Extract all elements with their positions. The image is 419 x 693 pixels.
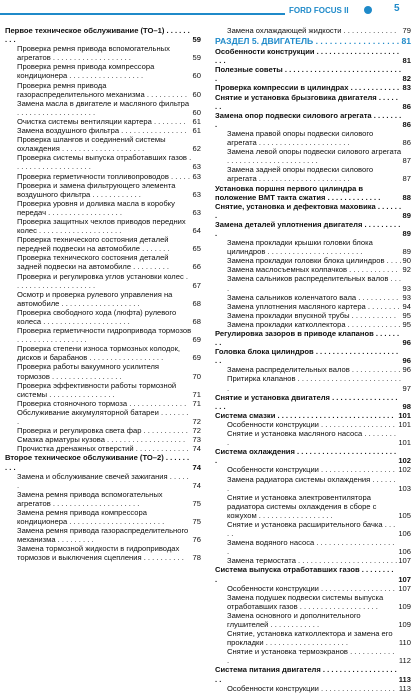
toc-page-number: 102 bbox=[398, 456, 411, 466]
toc-entry-title: Замена сальников коленчатого вала . . . . . . . . . . bbox=[227, 292, 399, 302]
toc-entry-title: Система смазки . . . . . . . . . . . . . . . . . . . . . . . . . . . . bbox=[215, 410, 394, 420]
toc-entry-title: Проверка и регулировка света фар . . . . . . . . . . . bbox=[17, 426, 188, 436]
toc-entry-title: Система питания двигателя . . . . . . . . . . . . . . . . . . . . bbox=[215, 665, 397, 684]
toc-page-number: 59 bbox=[192, 53, 201, 63]
toc-entry-sub bbox=[215, 420, 411, 429]
toc-entry-title: Проверка защитных чехлов приводов передних колес . . . . . . . . . . . . . . . . . . . . bbox=[17, 216, 186, 236]
toc-page-number: 83 bbox=[402, 83, 411, 93]
toc-entry-sub bbox=[215, 320, 411, 329]
toc-entry-sub bbox=[215, 302, 411, 311]
toc-page-number: 101 bbox=[398, 410, 411, 420]
toc-page-number: 75 bbox=[192, 517, 201, 527]
toc-entry-title: Очистка системы вентиляции картера . . . . . . . . bbox=[17, 116, 186, 126]
toc-entry-title: Замена распределительных валов . . . . . . . . . . . . bbox=[227, 365, 401, 375]
toc-page-number: 67 bbox=[192, 280, 201, 290]
toc-page-number: 109 bbox=[398, 601, 411, 611]
toc-page-number: 71 bbox=[192, 389, 201, 399]
toc-entry-title: Особенности конструкции . . . . . . . . . . . . . . . . . . bbox=[227, 419, 395, 429]
toc-page-number: 60 bbox=[192, 71, 201, 81]
toc-entry-title: Особенности конструкции . . . . . . . . . . . . . . . . . . bbox=[227, 583, 395, 593]
toc-page-number: 107 bbox=[398, 583, 411, 593]
toc-entry-main bbox=[215, 65, 411, 83]
toc-entry-title: Замена задней опоры подвески силового агрегата . . . . . . . . . . . . . . . . . . . . . . bbox=[227, 165, 374, 184]
toc-entry-sub bbox=[215, 256, 411, 265]
toc-entry-sub bbox=[215, 274, 411, 292]
header-rule bbox=[0, 13, 285, 15]
toc-entry-title: Регулировка зазоров в приводе клапанов . . . . . . . . bbox=[215, 329, 400, 348]
toc-entry-sub bbox=[215, 429, 411, 447]
toc-entry-title: Проверка степени износа тормозных колодок, дисков и барабанов . . . . . . . . . . . . . . . . . . bbox=[17, 344, 181, 363]
toc-entry-title: Осмотр и проверка рулевого управления на автомобиле . . . . . . . . . . . . . . . . . . . bbox=[17, 289, 173, 308]
toc-entry-main bbox=[215, 393, 411, 411]
toc-page-number: 110 bbox=[398, 638, 411, 648]
toc-entry-title: Замена прокладки катколлектора . . . . . . . . . . . . . bbox=[227, 319, 401, 329]
toc-page-number: 89 bbox=[402, 228, 411, 238]
toc-entry-sub bbox=[215, 165, 411, 183]
toc-entry-sub bbox=[5, 344, 201, 362]
toc-entry-sub bbox=[215, 475, 411, 493]
toc-page-number: 86 bbox=[402, 101, 411, 111]
toc-entry-main bbox=[215, 447, 411, 465]
toc-entry-title: Проверка технического состояния деталей задней подвески на автомобиле . . . . . . . . . bbox=[17, 253, 170, 272]
toc-entry-sub bbox=[5, 253, 201, 271]
toc-page-number: 106 bbox=[398, 529, 411, 539]
toc-page-number: 94 bbox=[402, 301, 411, 311]
toc-entry-title: Замена водяного насоса . . . . . . . . . . . . . . . . . . . . bbox=[227, 538, 395, 557]
toc-entry-title: Замена охлаждающей жидкости . . . . . . . . . . . . . bbox=[227, 26, 397, 35]
toc-page-number: 61 bbox=[192, 116, 201, 126]
toc-entry-sub bbox=[5, 217, 201, 235]
toc-section-heading bbox=[215, 36, 411, 47]
toc-entry-main bbox=[215, 565, 411, 583]
toc-page-number: 64 bbox=[192, 226, 201, 236]
toc-entry-sub bbox=[5, 508, 201, 526]
toc-entry-title: Замена воздушного фильтра . . . . . . . . . . . . . . . . bbox=[17, 126, 187, 136]
toc-page-number: 87 bbox=[402, 174, 411, 184]
toc-entry-sub bbox=[5, 62, 201, 80]
toc-entry-title: Замена правой опоры подвески силового агрегата . . . . . . . . . . . . . . . . . . . . . . bbox=[227, 128, 374, 148]
toc-entry-title: Проверка ремня привода компрессора кондиционера . . . . . . . . . . . . . . . . . . bbox=[17, 62, 155, 81]
toc-entry-title: Притирка клапанов . . . . . . . . . . . . . . . . . . . . . . . . . . bbox=[227, 374, 402, 393]
toc-page-number: 62 bbox=[192, 144, 201, 154]
toc-entry-sub bbox=[5, 272, 201, 290]
toc-page-number: 112 bbox=[398, 656, 411, 666]
toc-page-number: 60 bbox=[192, 89, 201, 99]
toc-page-number: 68 bbox=[192, 317, 201, 326]
toc-entry-title: РАЗДЕЛ 5. ДВИГАТЕЛЬ . . . . . . . . . . . . . . . . . . bbox=[215, 36, 400, 47]
toc-page-number: 60 bbox=[192, 107, 201, 117]
toc-entry-title: Замена прокладки головки блока цилиндров . . . . bbox=[227, 256, 402, 266]
toc-page-number: 95 bbox=[402, 310, 411, 320]
toc-page-number: 73 bbox=[192, 435, 201, 445]
toc-right-column bbox=[215, 26, 411, 693]
toc-entry-sub bbox=[215, 538, 411, 556]
toc-entry-title: Замена левой опоры подвески силового агрегата . . . . . . . . . . . . . . . . . . . . . . bbox=[227, 147, 402, 166]
toc-entry-title: Прочистка дренажных отверстий . . . . . . . . . . . . . bbox=[17, 444, 189, 454]
toc-page-number: 97 bbox=[402, 383, 411, 393]
toc-entry-title: Особенности конструкции . . . . . . . . . . . . . . . . . . bbox=[227, 683, 395, 693]
toc-entry-main bbox=[215, 347, 411, 365]
toc-entry-title: Проверка стояночного тормоза . . . . . . . . . . . . . . bbox=[17, 398, 187, 408]
toc-entry-main bbox=[215, 83, 411, 92]
toc-entry-title: Замена и обслуживание свечей зажигания . . . . . . bbox=[17, 471, 189, 490]
toc-page-number: 63 bbox=[192, 171, 201, 181]
toc-page-number: 63 bbox=[192, 162, 201, 172]
toc-entry-title: Установка поршня первого цилиндра в положение ВМТ такта сжатия . . . . . . . . . . . . . bbox=[215, 183, 381, 202]
toc-entry-sub bbox=[215, 265, 411, 274]
toc-entry-sub bbox=[5, 326, 201, 344]
toc-entry-title: Проверка герметичности топливопроводов . . . . . bbox=[17, 171, 191, 181]
toc-entry-title: Снятие и установка электровентилятора радиатора системы охлаждения в сборе с кожухом . . . . . . . . . . . . . . . . . . bbox=[227, 492, 377, 520]
page-number: 5 bbox=[394, 3, 400, 14]
toc-page-number: 74 bbox=[192, 480, 201, 490]
toc-entry-title: Проверка шлангов и соединений системы охлаждения . . . . . . . . . . . . . . . . . . . . bbox=[17, 135, 166, 154]
toc-entry-sub bbox=[215, 129, 411, 147]
toc-entry-title: Замена термостата . . . . . . . . . . . . . . . . . . . . . . . . bbox=[227, 556, 398, 566]
toc-page-number: 71 bbox=[192, 398, 201, 408]
toc-entry-sub bbox=[5, 290, 201, 308]
toc-left-column bbox=[5, 26, 201, 563]
toc-page-number: 81 bbox=[401, 36, 411, 47]
toc-page-number: 75 bbox=[192, 498, 201, 508]
header-dot-icon bbox=[364, 6, 372, 14]
toc-entry-title: Замена масла в двигателе и масляного фильтра . . . . . . . . . . . . . . . . . . . bbox=[17, 98, 190, 117]
toc-entry-sub bbox=[5, 490, 201, 508]
toc-page-number: 101 bbox=[398, 419, 411, 429]
toc-entry-sub bbox=[5, 362, 201, 380]
toc-entry-title: Снятие и установка термоэкранов . . . . . . . . . . . . bbox=[227, 647, 395, 666]
toc-entry-title: Замена опор подвески силового агрегата . . . . . . . . bbox=[215, 110, 402, 129]
toc-entry-sub bbox=[5, 408, 201, 426]
toc-page-number: 88 bbox=[402, 192, 411, 202]
toc-entry-title: Обслуживание аккумуляторной батареи . . . . . . . . bbox=[17, 407, 189, 427]
toc-page-number: 69 bbox=[192, 335, 201, 345]
toc-entry-sub bbox=[215, 238, 411, 256]
toc-entry-sub bbox=[5, 426, 201, 435]
toc-entry-title: Снятие и установка брызговика двигателя . . . . . . . bbox=[215, 92, 398, 111]
toc-entry-title: Снятие и установка двигателя . . . . . . . . . . . . . . . . . . . bbox=[215, 392, 398, 411]
toc-page-number: 74 bbox=[192, 462, 201, 472]
toc-entry-sub bbox=[215, 311, 411, 320]
toc-page-number: 81 bbox=[402, 56, 411, 66]
toc-entry-title: Особенности конструкции . . . . . . . . . . . . . . . . . . . . . . . bbox=[215, 47, 399, 66]
toc-page-number: 107 bbox=[398, 574, 411, 584]
toc-entry-title: Замена маслосъемных колпачков . . . . . . . . . . . . bbox=[227, 265, 398, 275]
toc-entry-title: Проверка и замена фильтрующего элемента воздушного фильтра . . . . . . . . . . . . bbox=[17, 180, 176, 199]
toc-entry-sub bbox=[215, 629, 411, 647]
toc-entry-sub bbox=[5, 81, 201, 99]
toc-page-number: 72 bbox=[192, 426, 201, 436]
toc-page-number: 89 bbox=[402, 210, 411, 220]
toc-entry-sub bbox=[215, 684, 411, 693]
toc-page-number: 93 bbox=[402, 292, 411, 302]
toc-entry-sub bbox=[215, 26, 411, 35]
toc-page-number: 70 bbox=[192, 371, 201, 381]
toc-page-number: 101 bbox=[398, 438, 411, 448]
toc-entry-title: Проверка работы вакуумного усилителя тормозов . . . . . . . . . . . . . . . . . bbox=[17, 362, 160, 381]
toc-page-number: 106 bbox=[398, 547, 411, 557]
toc-entry-sub bbox=[215, 374, 411, 392]
toc-entry-sub bbox=[215, 593, 411, 611]
toc-page-number: 87 bbox=[402, 156, 411, 166]
toc-entry-title: Замена радиатора системы охлаждения . . . . . . . bbox=[227, 474, 396, 493]
toc-entry-main bbox=[215, 47, 411, 65]
toc-entry-main bbox=[215, 184, 411, 202]
toc-page-number: 69 bbox=[192, 353, 201, 363]
toc-page-number: 79 bbox=[402, 26, 411, 35]
toc-entry-title: Снятие, установка катколлектора и замена его прокладки . . . . . . . . . . . . . . . . . . . . bbox=[227, 629, 393, 648]
toc-entry-sub bbox=[5, 126, 201, 135]
toc-entry-title: Замена ремня привода газораспределительного механизма . . . . . . . . . bbox=[17, 526, 189, 545]
toc-entry-sub bbox=[215, 556, 411, 565]
toc-entry-sub bbox=[5, 117, 201, 126]
toc-entry-title: Первое техническое обслуживание (ТО–1) . . . . . . . . . bbox=[5, 26, 190, 45]
toc-entry-title: Система выпуска отработавших газов . . . . . . . . . bbox=[215, 565, 394, 584]
toc-page-number: 76 bbox=[192, 535, 201, 545]
toc-entry-sub bbox=[215, 520, 411, 538]
toc-page-number: 96 bbox=[402, 338, 411, 348]
toc-entry-title: Замена ремня привода компрессора кондиционера . . . . . . . . . . . . . . . . . . . . . . . bbox=[17, 507, 165, 527]
toc-entry-title: Проверка компрессии в цилиндрах . . . . . . . . . . . . bbox=[215, 83, 400, 93]
toc-entry-main bbox=[215, 111, 411, 129]
toc-page-number: 82 bbox=[402, 74, 411, 84]
toc-entry-sub bbox=[5, 199, 201, 217]
toc-entry-title: Проверка герметичности гидропривода тормозов . . . . . . . . . . . . . . . . . bbox=[17, 326, 192, 345]
toc-page-number: 96 bbox=[402, 365, 411, 375]
toc-entry-sub bbox=[5, 526, 201, 544]
toc-page-number: 113 bbox=[398, 674, 411, 684]
toc-page-number: 103 bbox=[398, 483, 411, 493]
toc-entry-title: Замена основного и дополнительного глушителей . . . . . . . . . . . . bbox=[227, 610, 361, 629]
toc-entry-main bbox=[5, 26, 201, 44]
toc-entry-title: Смазка арматуры кузова . . . . . . . . . . . . . . . . . . . bbox=[17, 435, 186, 445]
toc-entry-sub bbox=[5, 172, 201, 181]
toc-entry-title: Головка блока цилиндров . . . . . . . . . . . . . . . . . . . . . . bbox=[215, 347, 399, 366]
toc-entry-main bbox=[215, 411, 411, 420]
toc-page-number: 89 bbox=[402, 247, 411, 257]
toc-page-number: 109 bbox=[398, 620, 411, 629]
toc-entry-title: Проверка ремня привода вспомогательных агрегатов . . . . . . . . . . . . . . . . . . . bbox=[17, 44, 170, 63]
toc-page-number: 66 bbox=[192, 262, 201, 272]
toc-page-number: 90 bbox=[402, 256, 411, 266]
toc-entry-sub bbox=[5, 135, 201, 153]
toc-page-number: 107 bbox=[398, 556, 411, 566]
toc-entry-title: Проверка технического состояния деталей передней подвески на автомобиле . . . . . . . bbox=[17, 235, 170, 254]
toc-entry-sub bbox=[5, 44, 201, 62]
toc-page-number: 78 bbox=[192, 553, 201, 563]
toc-entry-main bbox=[215, 329, 411, 347]
toc-entry-title: Полезные советы . . . . . . . . . . . . . . . . . . . . . . . . . . . . . bbox=[215, 65, 401, 84]
toc-entry-sub bbox=[5, 472, 201, 490]
toc-entry-title: Замена уплотнения масляного картера . . . . . . . . bbox=[227, 301, 400, 311]
toc-page-number: 72 bbox=[192, 417, 201, 427]
toc-entry-title: Замена прокладки крышки головки блока цилиндров . . . . . . . . . . . . . . . . . . . . . . . bbox=[227, 238, 373, 257]
toc-page-number: 98 bbox=[402, 401, 411, 411]
toc-entry-main bbox=[215, 665, 411, 683]
toc-entry-title: Проверка и регулировка углов установки колес . . . . . . . . . . . . . . . . . . . . bbox=[17, 271, 188, 290]
toc-entry-sub bbox=[215, 465, 411, 474]
toc-entry-title: Замена сальников распределительных валов . . . . bbox=[227, 274, 402, 293]
toc-page-number: 63 bbox=[192, 189, 201, 199]
toc-entry-title: Проверка уровня и доливка масла в коробку передач . . . . . . . . . . . . . . . . . . bbox=[17, 198, 175, 217]
toc-page-number: 59 bbox=[192, 35, 201, 45]
toc-entry-main bbox=[5, 453, 201, 471]
toc-entry-title: Особенности конструкции . . . . . . . . . . . . . . . . . . bbox=[227, 465, 395, 475]
toc-page-number: 96 bbox=[402, 356, 411, 366]
toc-entry-sub bbox=[5, 544, 201, 562]
toc-entry-title: Снятие и установка масляного насоса . . . . . . . . . bbox=[227, 429, 397, 448]
toc-entry-sub bbox=[5, 153, 201, 171]
toc-entry-title: Проверка системы выпуска отработавших газов . . . . . . . . . . . . . . . . . . . bbox=[17, 153, 192, 172]
toc-page-number: 113 bbox=[398, 683, 411, 693]
page-header bbox=[0, 0, 419, 22]
toc-page-number: 68 bbox=[192, 298, 201, 308]
toc-entry-sub bbox=[5, 99, 201, 117]
toc-page-number: 61 bbox=[192, 126, 201, 136]
toc-page-number: 93 bbox=[402, 283, 411, 293]
toc-entry-title: Проверка свободного хода (люфта) рулевого колеса . . . . . . . . . . . . . . . . . . . . . bbox=[17, 307, 177, 326]
toc-entry-title: Замена подушек подвески системы выпуска отработавших газов . . . . . . . . . . . . . . . . . . . bbox=[227, 592, 384, 611]
toc-entry-sub bbox=[5, 181, 201, 199]
toc-page-number: 92 bbox=[402, 265, 411, 275]
header-brand: FORD FOCUS II bbox=[289, 6, 349, 15]
toc-entry-main bbox=[215, 93, 411, 111]
toc-entry-sub bbox=[215, 647, 411, 665]
toc-entry-sub bbox=[5, 381, 201, 399]
toc-entry-sub bbox=[5, 399, 201, 408]
toc-page-number: 74 bbox=[192, 444, 201, 454]
toc-entry-sub bbox=[215, 493, 411, 520]
toc-entry-title: Замена ремня привода вспомогательных агрегатов . . . . . . . . . . . . . . . . . . . . . bbox=[17, 489, 163, 508]
toc-entry-sub bbox=[5, 435, 201, 444]
toc-entry-sub bbox=[215, 584, 411, 593]
toc-page-number: 102 bbox=[398, 465, 411, 475]
toc-page-number: 63 bbox=[192, 207, 201, 217]
toc-entry-title: Система охлаждения . . . . . . . . . . . . . . . . . . . . . . . . . bbox=[215, 447, 397, 466]
toc-entry-title: Замена деталей уплотнения двигателя . . . . . . . . . . bbox=[215, 219, 401, 238]
toc-entry-title: Проверка ремня привода газораспределительного механизма . . . . . . . . . . bbox=[17, 80, 187, 99]
toc-entry-title: Второе техническое обслуживание (ТО–2) . . . . . . . . . bbox=[5, 453, 190, 472]
toc-entry-sub bbox=[215, 147, 411, 165]
toc-entry-title: Замена прокладки впускной трубы . . . . . . . . . . . bbox=[227, 310, 396, 320]
toc-entry-title: Снятие и установка расширительного бачка . . . . . bbox=[227, 519, 396, 539]
toc-page-number: 86 bbox=[402, 119, 411, 129]
toc-entry-sub bbox=[5, 444, 201, 453]
toc-entry-sub bbox=[215, 611, 411, 629]
toc-page-number: 86 bbox=[402, 138, 411, 148]
toc-entry-title: Снятие, установка и дефектовка маховика . . . . . . . bbox=[215, 201, 402, 220]
toc-entry-main bbox=[215, 220, 411, 238]
toc-entry-sub bbox=[5, 308, 201, 326]
toc-entry-sub bbox=[5, 235, 201, 253]
toc-entry-title: Замена тормозной жидкости в гидроприводах тормозов и выключения сцепления . . . . . . . . . . bbox=[17, 544, 184, 563]
toc-page-number: 105 bbox=[398, 510, 411, 520]
toc-entry-sub bbox=[215, 293, 411, 302]
toc-entry-main bbox=[215, 202, 411, 220]
toc-page-number: 95 bbox=[402, 319, 411, 329]
toc-entry-sub bbox=[215, 365, 411, 374]
toc-entry-title: Проверка эффективности работы тормозной системы . . . . . . . . . . . . . . . . bbox=[17, 380, 177, 399]
toc-page-number: 65 bbox=[192, 244, 201, 254]
